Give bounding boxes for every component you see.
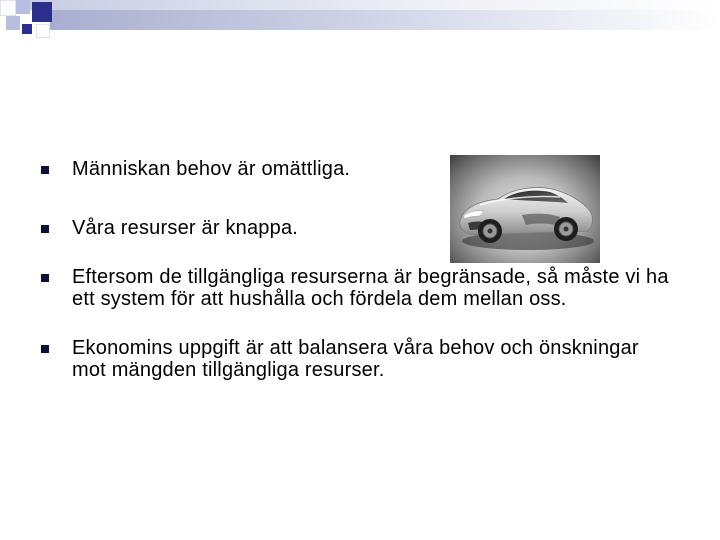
header-decoration	[0, 0, 720, 60]
bullet-item	[40, 337, 670, 381]
header-gradient-bar	[50, 10, 720, 30]
deco-square	[22, 24, 32, 34]
header-gradient-strip	[0, 0, 720, 10]
bullet-text: Våra resurser är knappa.	[72, 217, 299, 239]
bullet-item	[40, 217, 412, 239]
bullet-square-icon	[41, 225, 49, 233]
bullet-square-icon	[41, 274, 49, 282]
bullet-text: Människan behov är omättliga.	[72, 158, 351, 180]
bullet-item	[40, 266, 670, 310]
sports-car-photo	[450, 155, 600, 263]
deco-square	[36, 24, 50, 38]
sports-car-icon	[450, 155, 600, 263]
deco-square	[0, 0, 16, 16]
bullet-square-icon	[41, 345, 49, 353]
bullet-text: Ekonomins uppgift är att balansera våra behov och önskningar mot mängden tillgängliga resurser.	[72, 337, 639, 381]
bullet-square-icon	[41, 166, 49, 174]
deco-square	[32, 2, 52, 22]
bullet-item	[40, 158, 412, 180]
deco-square	[16, 0, 30, 14]
bullet-text: Eftersom de tillgängliga resurserna är begränsade, så måste vi ha ett system för att hushålla och fördela dem mellan oss.	[72, 266, 669, 310]
deco-square	[6, 16, 20, 30]
